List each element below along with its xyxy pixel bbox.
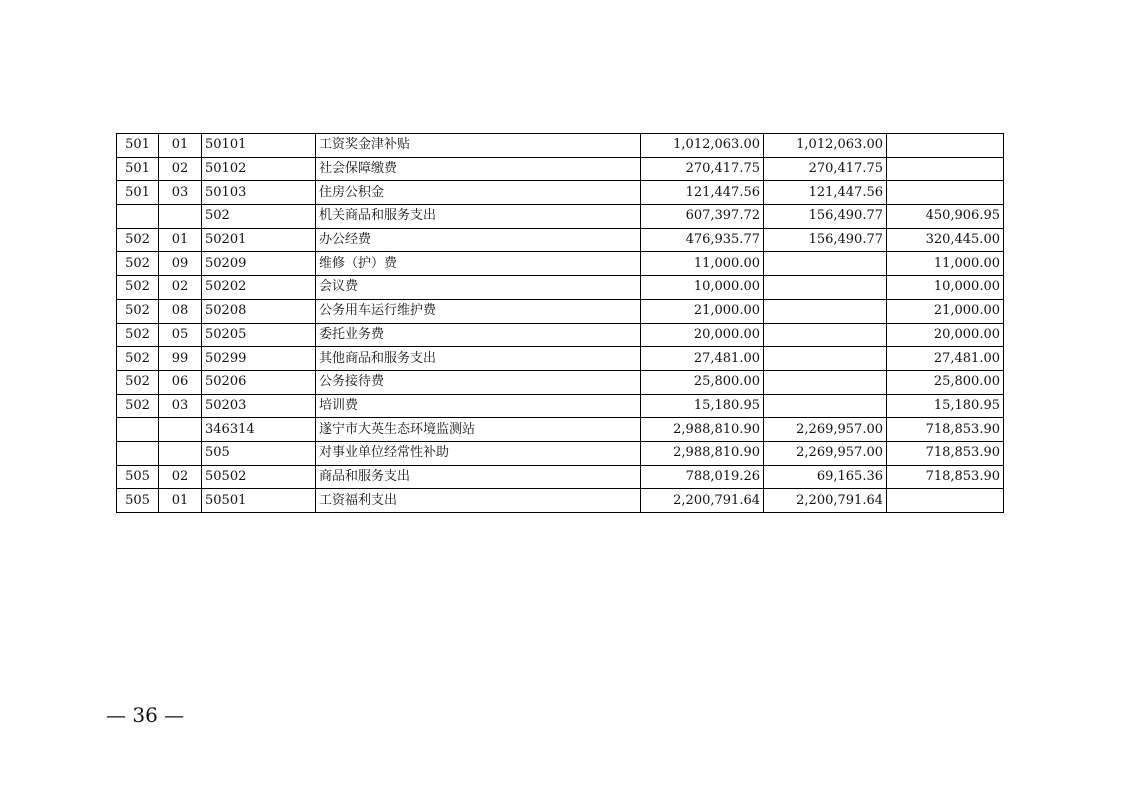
cell-subject-name: 委托业务费	[316, 323, 641, 347]
cell-class-code: 505	[117, 465, 159, 489]
cell-basic-expense	[764, 299, 887, 323]
cell-total: 2,200,791.64	[641, 489, 764, 513]
cell-project-expense: 25,800.00	[887, 370, 1004, 394]
cell-class-code	[117, 441, 159, 465]
cell-basic-expense	[764, 370, 887, 394]
cell-basic-expense: 2,269,957.00	[764, 418, 887, 442]
cell-basic-expense: 270,417.75	[764, 157, 887, 181]
cell-basic-expense: 2,200,791.64	[764, 489, 887, 513]
table-row	[117, 347, 1004, 371]
table-row	[117, 276, 1004, 300]
cell-class-code: 502	[117, 370, 159, 394]
cell-basic-expense	[764, 252, 887, 276]
table-row	[117, 181, 1004, 205]
cell-subject-code: 50209	[202, 252, 316, 276]
cell-class-code: 502	[117, 252, 159, 276]
cell-project-expense: 718,853.90	[887, 441, 1004, 465]
table-row	[117, 323, 1004, 347]
table-row	[117, 441, 1004, 465]
cell-total: 20,000.00	[641, 323, 764, 347]
cell-subject-name: 其他商品和服务支出	[316, 347, 641, 371]
cell-project-expense	[887, 157, 1004, 181]
cell-subject-name: 住房公积金	[316, 181, 641, 205]
cell-project-expense: 11,000.00	[887, 252, 1004, 276]
cell-item-code	[159, 441, 202, 465]
cell-class-code	[117, 418, 159, 442]
table-body	[117, 134, 1004, 513]
cell-total: 27,481.00	[641, 347, 764, 371]
cell-subject-name: 会议费	[316, 276, 641, 300]
cell-class-code: 502	[117, 323, 159, 347]
table-row	[117, 157, 1004, 181]
table-row	[117, 370, 1004, 394]
cell-item-code: 03	[159, 181, 202, 205]
cell-basic-expense	[764, 394, 887, 418]
cell-subject-code: 50206	[202, 370, 316, 394]
cell-subject-name: 社会保障缴费	[316, 157, 641, 181]
cell-item-code: 09	[159, 252, 202, 276]
cell-total: 476,935.77	[641, 228, 764, 252]
cell-item-code: 06	[159, 370, 202, 394]
cell-subject-code: 50103	[202, 181, 316, 205]
cell-basic-expense: 156,490.77	[764, 228, 887, 252]
cell-basic-expense	[764, 347, 887, 371]
cell-subject-name: 公务用车运行维护费	[316, 299, 641, 323]
cell-item-code: 99	[159, 347, 202, 371]
cell-subject-code: 50203	[202, 394, 316, 418]
cell-project-expense	[887, 181, 1004, 205]
cell-item-code: 02	[159, 157, 202, 181]
cell-subject-name: 商品和服务支出	[316, 465, 641, 489]
cell-item-code: 05	[159, 323, 202, 347]
cell-basic-expense	[764, 323, 887, 347]
cell-total: 11,000.00	[641, 252, 764, 276]
cell-item-code: 02	[159, 276, 202, 300]
cell-total: 2,988,810.90	[641, 418, 764, 442]
cell-class-code: 502	[117, 394, 159, 418]
cell-total: 788,019.26	[641, 465, 764, 489]
cell-subject-name: 维修（护）费	[316, 252, 641, 276]
cell-item-code: 01	[159, 134, 202, 158]
table-row	[117, 418, 1004, 442]
cell-basic-expense: 69,165.36	[764, 465, 887, 489]
cell-project-expense: 718,853.90	[887, 465, 1004, 489]
cell-basic-expense	[764, 276, 887, 300]
cell-class-code: 502	[117, 347, 159, 371]
cell-class-code	[117, 205, 159, 229]
cell-item-code: 01	[159, 489, 202, 513]
cell-subject-code: 50101	[202, 134, 316, 158]
table-row	[117, 205, 1004, 229]
cell-item-code: 03	[159, 394, 202, 418]
cell-subject-code: 50205	[202, 323, 316, 347]
cell-item-code	[159, 418, 202, 442]
cell-item-code	[159, 205, 202, 229]
cell-subject-code: 50102	[202, 157, 316, 181]
cell-project-expense: 21,000.00	[887, 299, 1004, 323]
cell-project-expense: 10,000.00	[887, 276, 1004, 300]
table-row	[117, 394, 1004, 418]
cell-subject-code: 50201	[202, 228, 316, 252]
cell-basic-expense: 121,447.56	[764, 181, 887, 205]
cell-total: 21,000.00	[641, 299, 764, 323]
table-row	[117, 465, 1004, 489]
cell-class-code: 502	[117, 228, 159, 252]
cell-total: 10,000.00	[641, 276, 764, 300]
cell-class-code: 501	[117, 134, 159, 158]
cell-subject-code: 346314	[202, 418, 316, 442]
table-row	[117, 489, 1004, 513]
cell-project-expense: 450,906.95	[887, 205, 1004, 229]
cell-subject-code: 502	[202, 205, 316, 229]
cell-subject-code: 50299	[202, 347, 316, 371]
cell-item-code: 02	[159, 465, 202, 489]
cell-subject-name: 工资奖金津补贴	[316, 134, 641, 158]
cell-subject-name: 对事业单位经常性补助	[316, 441, 641, 465]
cell-subject-name: 遂宁市大英生态环境监测站	[316, 418, 641, 442]
cell-basic-expense: 2,269,957.00	[764, 441, 887, 465]
cell-basic-expense: 1,012,063.00	[764, 134, 887, 158]
cell-item-code: 08	[159, 299, 202, 323]
cell-total: 1,012,063.00	[641, 134, 764, 158]
cell-subject-code: 50202	[202, 276, 316, 300]
cell-total: 2,988,810.90	[641, 441, 764, 465]
cell-project-expense: 15,180.95	[887, 394, 1004, 418]
cell-subject-name: 培训费	[316, 394, 641, 418]
cell-class-code: 505	[117, 489, 159, 513]
cell-subject-name: 工资福利支出	[316, 489, 641, 513]
cell-subject-name: 办公经费	[316, 228, 641, 252]
cell-total: 121,447.56	[641, 181, 764, 205]
cell-project-expense: 27,481.00	[887, 347, 1004, 371]
cell-total: 607,397.72	[641, 205, 764, 229]
cell-project-expense: 320,445.00	[887, 228, 1004, 252]
cell-total: 15,180.95	[641, 394, 764, 418]
table-row	[117, 228, 1004, 252]
cell-class-code: 501	[117, 181, 159, 205]
cell-class-code: 501	[117, 157, 159, 181]
cell-subject-code: 505	[202, 441, 316, 465]
cell-project-expense: 20,000.00	[887, 323, 1004, 347]
cell-class-code: 502	[117, 276, 159, 300]
cell-project-expense	[887, 134, 1004, 158]
cell-project-expense	[887, 489, 1004, 513]
cell-total: 25,800.00	[641, 370, 764, 394]
cell-item-code: 01	[159, 228, 202, 252]
cell-project-expense: 718,853.90	[887, 418, 1004, 442]
cell-class-code: 502	[117, 299, 159, 323]
cell-basic-expense: 156,490.77	[764, 205, 887, 229]
page-number: — 36 —	[106, 703, 185, 727]
cell-total: 270,417.75	[641, 157, 764, 181]
cell-subject-name: 公务接待费	[316, 370, 641, 394]
cell-subject-name: 机关商品和服务支出	[316, 205, 641, 229]
cell-subject-code: 50501	[202, 489, 316, 513]
table-row	[117, 134, 1004, 158]
cell-subject-code: 50208	[202, 299, 316, 323]
table-row	[117, 252, 1004, 276]
cell-subject-code: 50502	[202, 465, 316, 489]
table-row	[117, 299, 1004, 323]
budget-table	[116, 133, 1004, 513]
